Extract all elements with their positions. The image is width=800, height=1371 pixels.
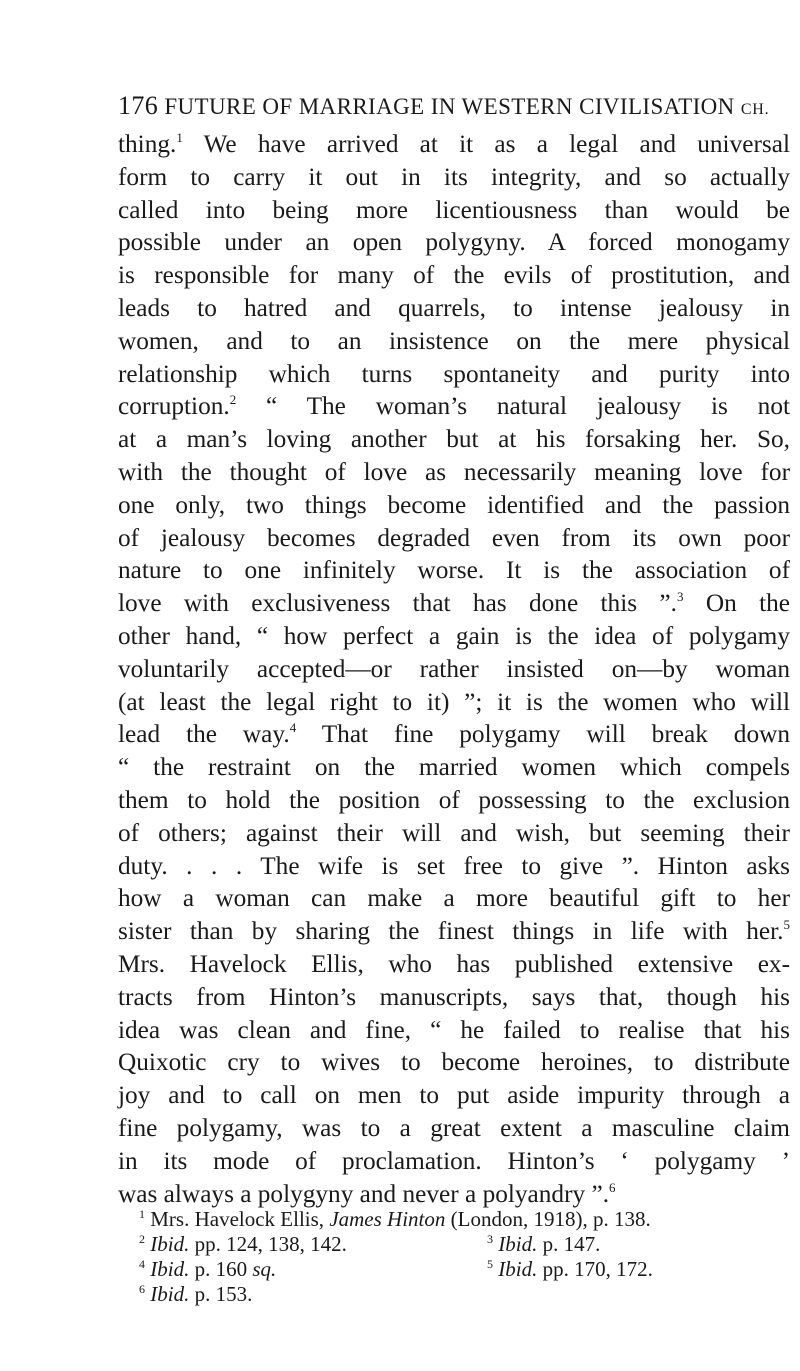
footnote-number: 4 [139,1257,145,1271]
text-line: at a man’s loving another but at his forsaking her. So, [118,425,790,454]
text-line: idea was clean and fine, “ he failed to realise that his [118,1015,790,1044]
text-line: women, and to an insistence on the mere physical [118,326,790,355]
text-line: corruption.$^2$ “ The woman’s natural jealousy is not [118,392,790,421]
footnote: $^2$ Ibid. pp. 124, 138, 142. [139,1232,347,1256]
text-line: called into being more licentiousness than would be [118,195,790,224]
text-line: lead the way.$^4$ That fine polygamy will break down [118,720,791,749]
footnote-ref: 1 [176,130,183,145]
text-line: in its mode of proclamation. Hinton’s ‘ polygamy ’ [118,1146,790,1175]
text-line: relationship which turns spontaneity and purity into [118,359,790,388]
text-line: “ the restraint on the married women which compels [118,753,790,782]
footnote-number: 1 [139,1207,145,1221]
text-line: love with exclusiveness that has done this ”.$^3$ On the [118,589,790,618]
page-number: 176 [118,91,159,120]
chapter-abbreviation: CH. [740,101,770,118]
text-line: form to carry it out in its integrity, and so actually [118,162,790,191]
text-line: possible under an open polygyny. A forced monogamy [118,228,790,257]
footnote-line [118,1207,790,1232]
footnote-number: 2 [139,1232,145,1246]
text-line: voluntarily accepted—or rather insisted on—by woman [118,654,790,683]
footnote-ref: 6 [609,1179,616,1195]
footnote-number: 6 [139,1282,145,1296]
footnote: $^3$ Ibid. p. 147. [487,1232,601,1256]
footnote-line [118,1257,790,1282]
footnote: $^5$ Ibid. pp. 170, 172. [487,1257,653,1281]
text-line: them to hold the position of possessing to the exclusion [118,785,790,814]
text-line: Mrs. Havelock Ellis, who has published extensive ex- [118,949,790,978]
text-line: other hand, “ how perfect a gain is the idea of polygamy [118,621,790,650]
text-line: joy and to call on men to put aside impurity through a [118,1081,790,1110]
text-line: thing.$^1$ We have arrived at it as a legal and universal [118,130,790,158]
running-header [118,91,798,121]
text-line: duty. . . . The wife is set free to give ”. Hinton asks [118,851,790,880]
text-line: fine polygamy, was to a great extent a masculine claim [118,1113,790,1142]
running-title: FUTURE OF MARRIAGE IN WESTERN CIVILISATION [164,94,735,119]
text-line: of others; against their will and wish, but seeming their [118,818,790,847]
footnotes [118,1207,790,1307]
text-line: how a woman can make a more beautiful gift to her [118,884,790,913]
text-line: one only, two things become identified and the passion [118,490,790,519]
text-line: (at least the legal right to it) ”; it is the women who will [118,687,790,716]
footnote-number: 5 [487,1257,493,1271]
text-line: nature to one infinitely worse. It is the association of [118,556,790,585]
footnote: $^4$ Ibid. p. 160 sq. [139,1257,277,1281]
text-line: sister than by sharing the finest things in life with her.$^5$ [118,917,790,946]
text-line: with the thought of love as necessarily meaning love for [118,457,790,486]
footnote-line [118,1282,790,1307]
text-line: of jealousy becomes degraded even from its own poor [118,523,790,552]
footnote-ref: 4 [289,720,297,736]
footnote-line [118,1232,790,1257]
text-line: Quixotic cry to wives to become heroines, to distribute [118,1048,790,1077]
footnote-ref: 3 [676,589,684,605]
text-line: is responsible for many of the evils of prostitution, and [118,261,790,290]
footnote: $^6$ Ibid. p. 153. [139,1282,253,1306]
text-line: was always a polygyny and never a polyandry ”.$^6$ [118,1179,616,1208]
text-line: leads to hatred and quarrels, to intense jealousy in [118,293,790,322]
footnote: $^1$ Mrs. Havelock Ellis, James Hinton (London, 1918), p. 138. [139,1207,651,1231]
footnote-ref: 5 [783,917,790,933]
footnote-number: 3 [487,1232,493,1246]
footnote-ref: 2 [229,392,237,408]
text-line: tracts from Hinton’s manuscripts, says that, though his [118,982,790,1011]
body-text [118,128,790,1210]
